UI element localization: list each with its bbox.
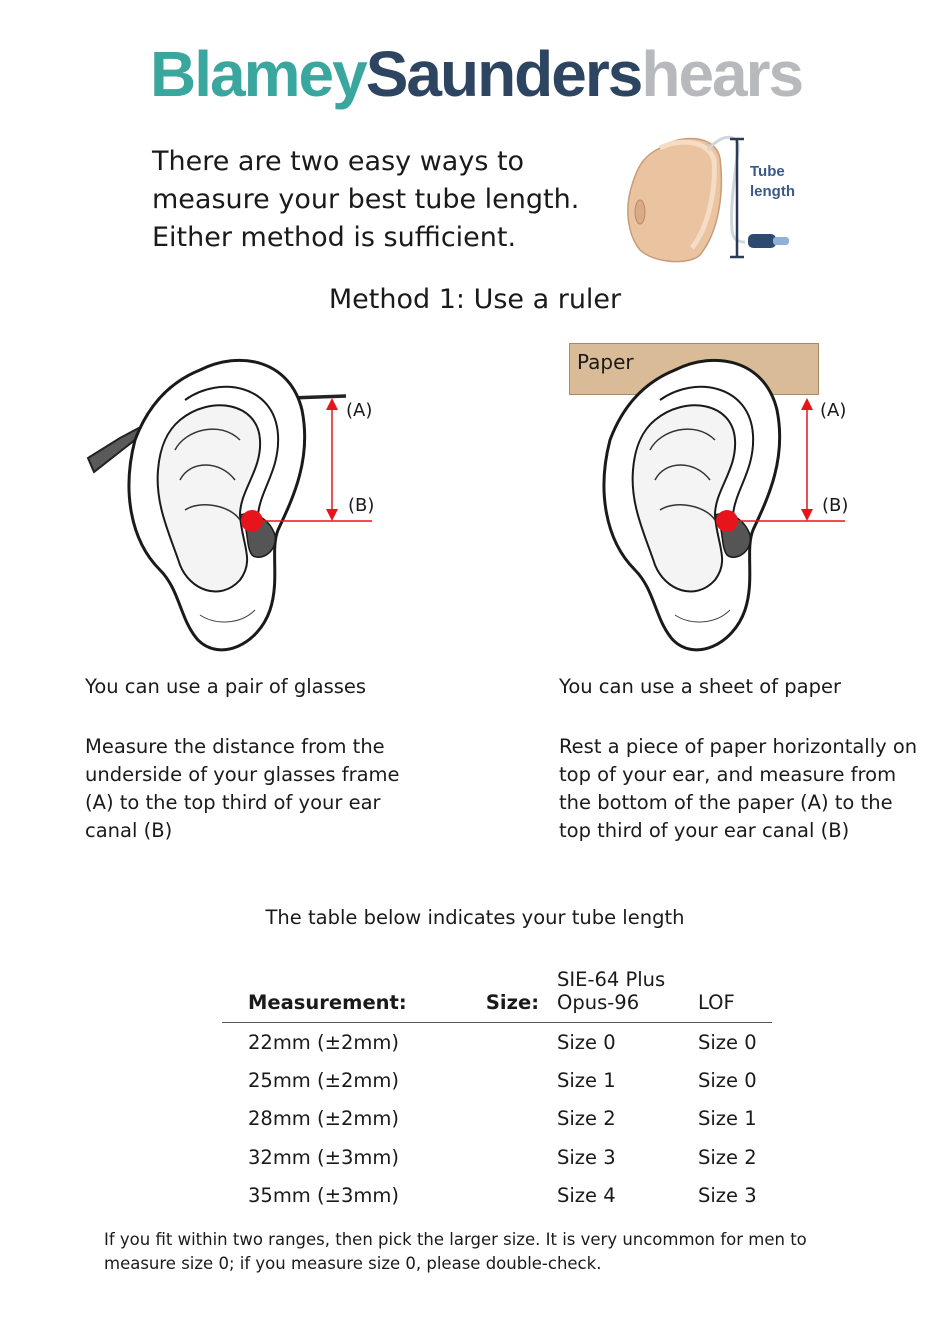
right-caption-title: You can use a sheet of paper (559, 675, 841, 698)
table-row (222, 1023, 772, 1062)
label-b-left: (B) (348, 495, 375, 516)
label-a-right: (A) (820, 400, 847, 421)
table-row (222, 1176, 772, 1214)
logo-part-blamey: Blamey (150, 38, 366, 110)
tube-label-line2: length (750, 183, 795, 200)
hearing-aid-illustration (620, 130, 810, 270)
table-row (222, 1100, 772, 1138)
table-row (222, 1138, 772, 1176)
cell-blank (465, 1061, 557, 1099)
table-row (222, 1061, 772, 1099)
cell-blank (465, 1100, 557, 1138)
header-opus: Opus-96 (557, 991, 640, 1014)
cell-lof: Size 0 (698, 1030, 757, 1054)
cell-measurement: 28mm (±2mm) (248, 1107, 399, 1131)
intro-text: There are two easy ways to measure your best tube length. Either method is sufficient. (152, 146, 580, 253)
left-caption-title: You can use a pair of glasses (85, 675, 367, 698)
header-measurement: Measurement: (248, 991, 407, 1014)
brand-logo (150, 38, 803, 110)
cell-sie: Size 0 (557, 1030, 616, 1054)
cell-lof: Size 3 (698, 1183, 757, 1207)
cell-measurement: 32mm (±3mm) (248, 1145, 399, 1169)
tube-label-line1: Tube (750, 163, 785, 180)
header-sie-opus (557, 958, 698, 1023)
method-title: Method 1: Use a ruler (328, 284, 622, 315)
ear-paper-illustration (555, 340, 855, 670)
logo-part-saunders: Saunders (365, 38, 642, 110)
cell-blank (465, 1138, 557, 1176)
table-intro: The table below indicates your tube length (265, 906, 685, 929)
label-a-left: (A) (346, 400, 373, 421)
table-header-row (222, 958, 772, 1023)
cell-measurement: 22mm (±2mm) (248, 1030, 399, 1054)
cell-sie: Size 3 (557, 1145, 616, 1169)
logo-part-hears: hears (641, 38, 803, 110)
label-b-right: (B) (822, 495, 849, 516)
header-sie: SIE-64 Plus (557, 968, 666, 991)
cell-sie: Size 1 (557, 1068, 616, 1092)
cell-sie: Size 2 (557, 1107, 616, 1131)
left-caption-body: Measure the distance from the underside of your glasses frame (A) to the top third of your ear canal (B) (85, 735, 400, 842)
cell-sie: Size 4 (557, 1183, 616, 1207)
cell-blank (465, 1176, 557, 1214)
cell-measurement: 35mm (±3mm) (248, 1183, 399, 1207)
paper-label: Paper (577, 350, 634, 374)
right-caption-body: Rest a piece of paper horizontally on top of your ear, and measure from the bottom of the paper (A) to the top third of your ear canal (B) (559, 735, 918, 842)
header-size: Size: (485, 991, 539, 1014)
cell-lof: Size 2 (698, 1145, 757, 1169)
cell-lof: Size 1 (698, 1107, 757, 1131)
footnote: If you fit within two ranges, then pick the larger size. It is very uncommon for men to measure size 0; if you measure size 0, please double-check. (104, 1230, 807, 1273)
tube-size-table (222, 958, 772, 1214)
cell-measurement: 25mm (±2mm) (248, 1068, 399, 1092)
header-lof: LOF (698, 991, 735, 1014)
ear-glasses-illustration (80, 340, 380, 670)
cell-lof: Size 0 (698, 1068, 757, 1092)
cell-blank (465, 1023, 557, 1062)
